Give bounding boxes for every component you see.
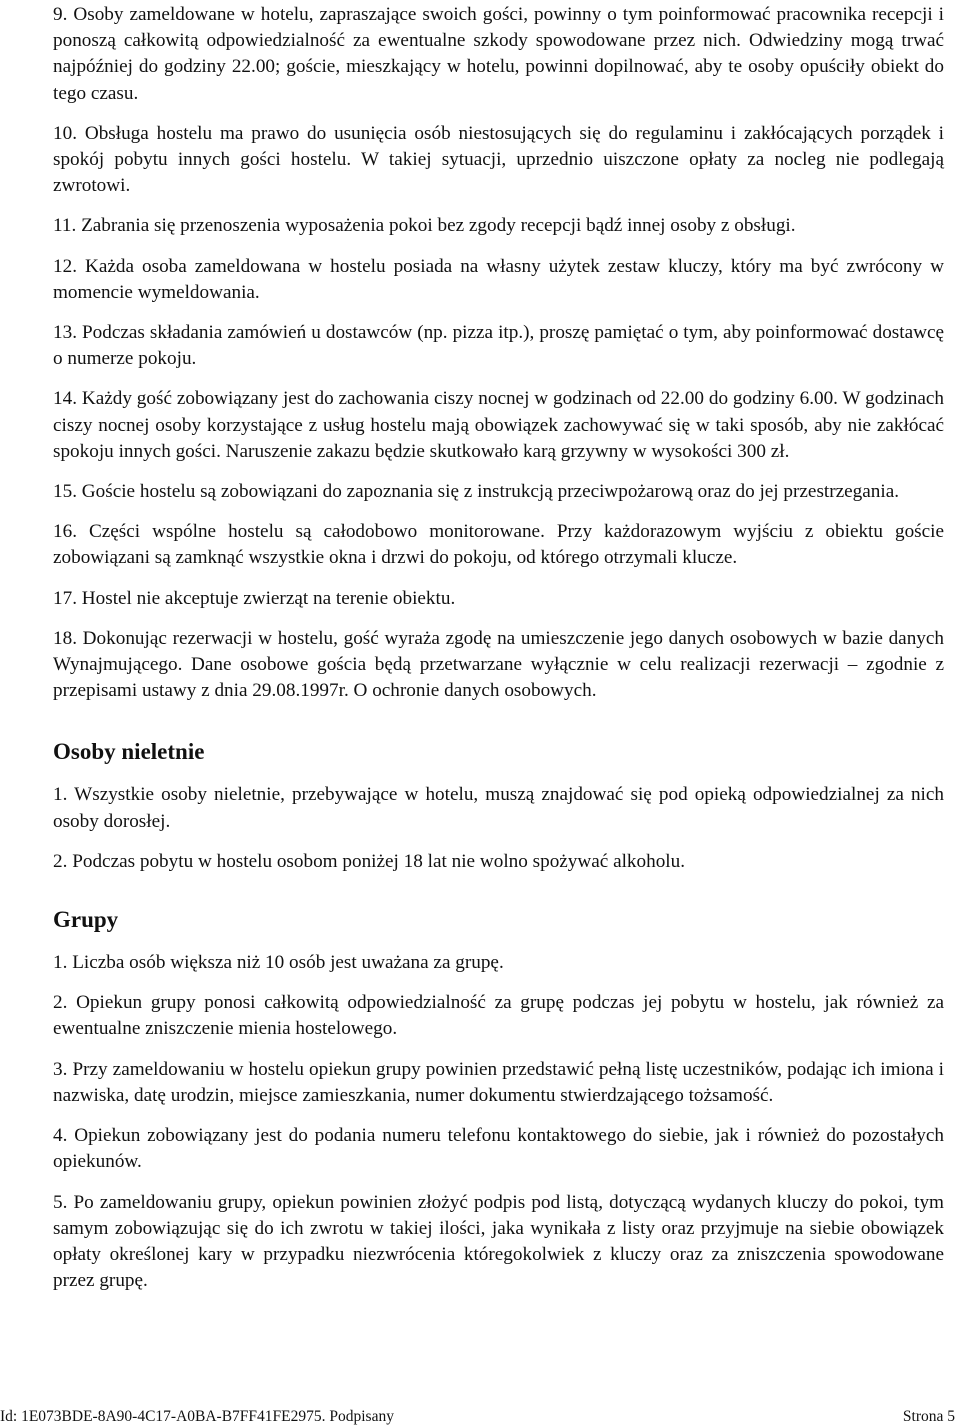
- footer-document-id: Id: 1E073BDE-8A90-4C17-A0BA-B7FF41FE2975. Podpisany: [0, 1408, 394, 1425]
- footer-page-number: Strona 5: [902, 1408, 955, 1425]
- rule-11: 11. Zabrania się przenoszenia wyposażenia pokoi bez zgody recepcji bądź innej osoby z obsługi.: [53, 215, 796, 237]
- section-heading-minors: Osoby nieletnie: [53, 739, 205, 765]
- rule-14: 14. Każdy gość zobowiązany jest do zachowania ciszy nocnej w godzinach od 22.00 do godziny 6.00. W godzinach ciszy nocnej osoby korzystające z usług hostelu mają obowiązek zachowywać się w taki sposób, aby nie zakłócać spokoju innych gości. Naruszenie zakazu będzie skutkowało karą grzywny w wysokości 300 zł.: [53, 388, 944, 462]
- rule-12: 12. Każda osoba zameldowana w hostelu posiada na własny użytek zestaw kluczy, który ma być zwrócony w momencie wymeldowania.: [53, 255, 944, 303]
- rule-9: 9. Osoby zameldowane w hotelu, zapraszające swoich gości, powinny o tym poinformować pracownika recepcji i ponoszą całkowitą odpowiedzialność za ewentualne szkody spowodowane przez nich. Odwiedziny mogą trwać najpóźniej do godziny 22.00; goście, mieszkający w hotelu, powinni dopilnować, aby te osoby opuściły obiekt do tego czasu.: [53, 4, 944, 104]
- section-heading-groups: Grupy: [53, 907, 119, 933]
- rule-10: 10. Obsługa hostelu ma prawo do usunięcia osób niestosujących się do regulaminu i zakłócających porządek i spokój pobytu innych gości hostelu. W takiej sytuacji, uprzednio uiszczone opłaty za nocleg nie podlegają zwrotowi.: [53, 122, 944, 197]
- groups-item-2: 2. Opiekun grupy ponosi całkowitą odpowiedzialność za grupę podczas jej pobytu w hostelu, jak również za ewentualne zniszczenie mienia hostelowego.: [53, 992, 944, 1040]
- rule-18: 18. Dokonując rezerwacji w hostelu, gość wyraża zgodę na umieszczenie jego danych osobowych w bazie danych Wynajmującego. Dane osobowe gościa będą przetwarzane wyłącznie w celu realizacji rezerwacji – zgodnie z przepisami ustawy z dnia 29.08.1997r. O ochronie danych osobowych.: [53, 627, 944, 702]
- rule-17: 17. Hostel nie akceptuje zwierząt na terenie obiektu.: [53, 587, 456, 609]
- rule-15: 15. Goście hostelu są zobowiązani do zapoznania się z instrukcją przeciwpożarową oraz do jej przestrzegania.: [53, 481, 900, 503]
- document-body: [53, 2, 944, 1308]
- groups-item-1: 1. Liczba osób większa niż 10 osób jest uważana za grupę.: [53, 952, 504, 974]
- rule-13: 13. Podczas składania zamówień u dostawców (np. pizza itp.), proszę pamiętać o tym, aby poinformować dostawcę o numerze pokoju.: [53, 322, 944, 370]
- minors-item-1: 1. Wszystkie osoby nieletnie, przebywające w hotelu, muszą znajdować się pod opieką odpowiedzialnej za nich osoby dorosłej.: [53, 784, 944, 832]
- groups-item-3: 3. Przy zameldowaniu w hostelu opiekun grupy powinien przedstawić pełną listę uczestników, podając ich imiona i nazwiska, datę urodzin, miejsce zamieszkania, numer dokumentu stwierdzającego tożsamość.: [53, 1058, 944, 1106]
- groups-item-5: 5. Po zameldowaniu grupy, opiekun powinien złożyć podpis pod listą, dotyczącą wydanych kluczy do pokoi, tym samym zobowiązując się do ich zwrotu w takiej ilości, jaka wynikała z listy oraz przyjmuje na siebie obowiązek opłaty określonej kary w przypadku niezwrócenia któregokolwiek z kluczy oraz za zniszczenia spowodowane przez grupę.: [53, 1191, 944, 1292]
- groups-item-4: 4. Opiekun zobowiązany jest do podania numeru telefonu kontaktowego do siebie, jak i również do pozostałych opiekunów.: [53, 1125, 944, 1173]
- minors-item-2: 2. Podczas pobytu w hostelu osobom poniżej 18 lat nie wolno spożywać alkoholu.: [53, 850, 686, 872]
- rule-16: 16. Części wspólne hostelu są całodobowo monitorowane. Przy każdorazowym wyjściu z obiektu goście zobowiązani są zamknąć wszystkie okna i drzwi do pokoju, od którego otrzymali klucze.: [53, 521, 944, 569]
